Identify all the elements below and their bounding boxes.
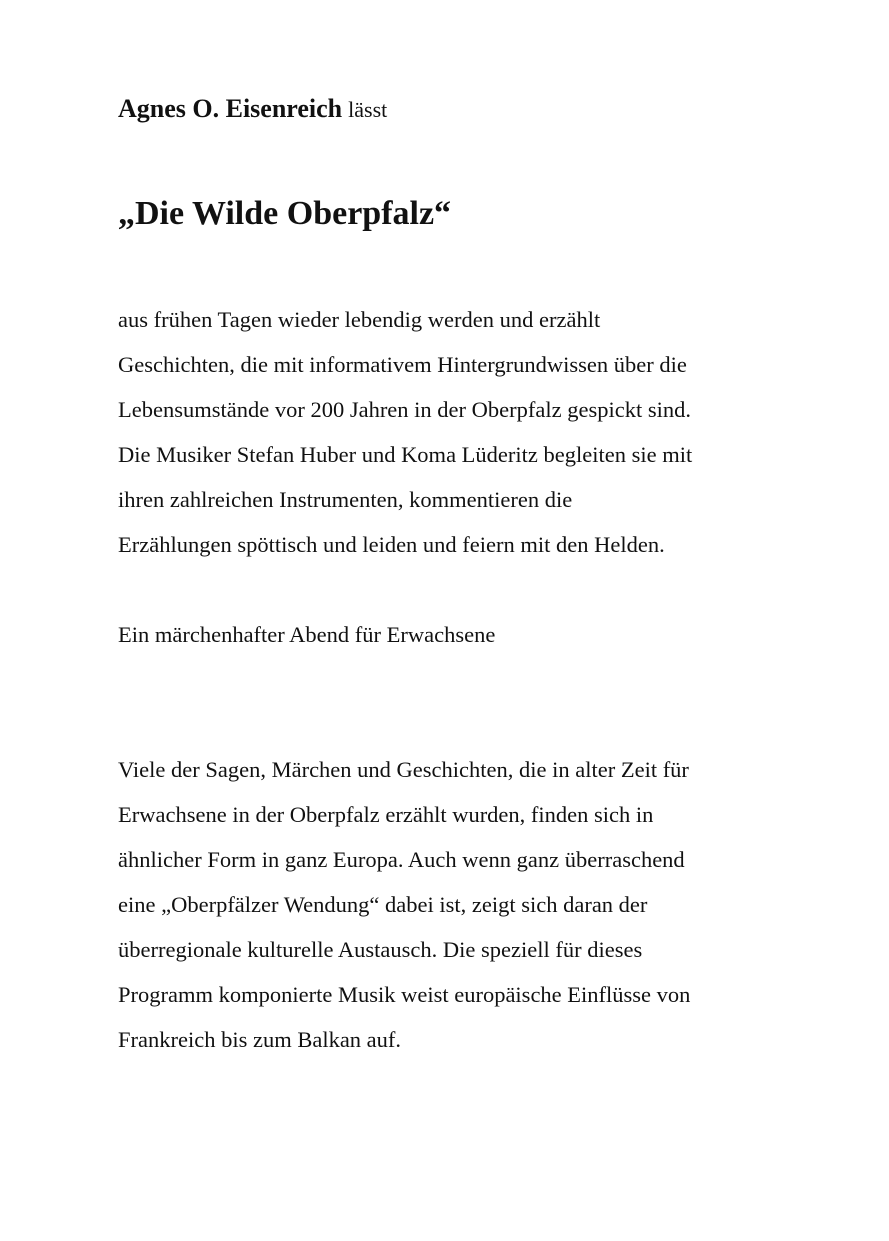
paragraph-line: Geschichten, die mit informativem Hintergrundwissen über die bbox=[118, 352, 687, 377]
page-title: „Die Wilde Oberpfalz“ bbox=[118, 195, 452, 232]
paragraph-line: Viele der Sagen, Märchen und Geschichten, die in alter Zeit für bbox=[118, 757, 689, 782]
tagline-block bbox=[118, 612, 495, 657]
paragraph-line: Erzählungen spöttisch und leiden und feiern mit den Helden. bbox=[118, 532, 665, 557]
paragraph-line: ähnlicher Form in ganz Europa. Auch wenn ganz überraschend bbox=[118, 847, 685, 872]
background-paragraph bbox=[118, 747, 690, 1062]
author-name: Agnes O. Eisenreich bbox=[118, 94, 343, 123]
author-suffix: lässt bbox=[348, 97, 388, 122]
paragraph-line: Frankreich bis zum Balkan auf. bbox=[118, 1027, 402, 1052]
paragraph-line: Lebensumstände vor 200 Jahren in der Oberpfalz gespickt sind. bbox=[118, 397, 691, 422]
tagline: Ein märchenhafter Abend für Erwachsene bbox=[118, 622, 496, 647]
author-line bbox=[118, 92, 387, 127]
paragraph-line: eine „Oberpfälzer Wendung“ dabei ist, zeigt sich daran der bbox=[118, 892, 648, 917]
paragraph-line: überregionale kulturelle Austausch. Die speziell für dieses bbox=[118, 937, 643, 962]
description-paragraph bbox=[118, 297, 692, 567]
paragraph-line: Programm komponierte Musik weist europäische Einflüsse von bbox=[118, 982, 691, 1007]
paragraph-line: Erwachsene in der Oberpfalz erzählt wurden, finden sich in bbox=[118, 802, 654, 827]
paragraph-line: ihren zahlreichen Instrumenten, kommentieren die bbox=[118, 487, 573, 512]
paragraph-line: aus frühen Tagen wieder lebendig werden und erzählt bbox=[118, 307, 601, 332]
paragraph-line: Die Musiker Stefan Huber und Koma Lüderitz begleiten sie mit bbox=[118, 442, 693, 467]
